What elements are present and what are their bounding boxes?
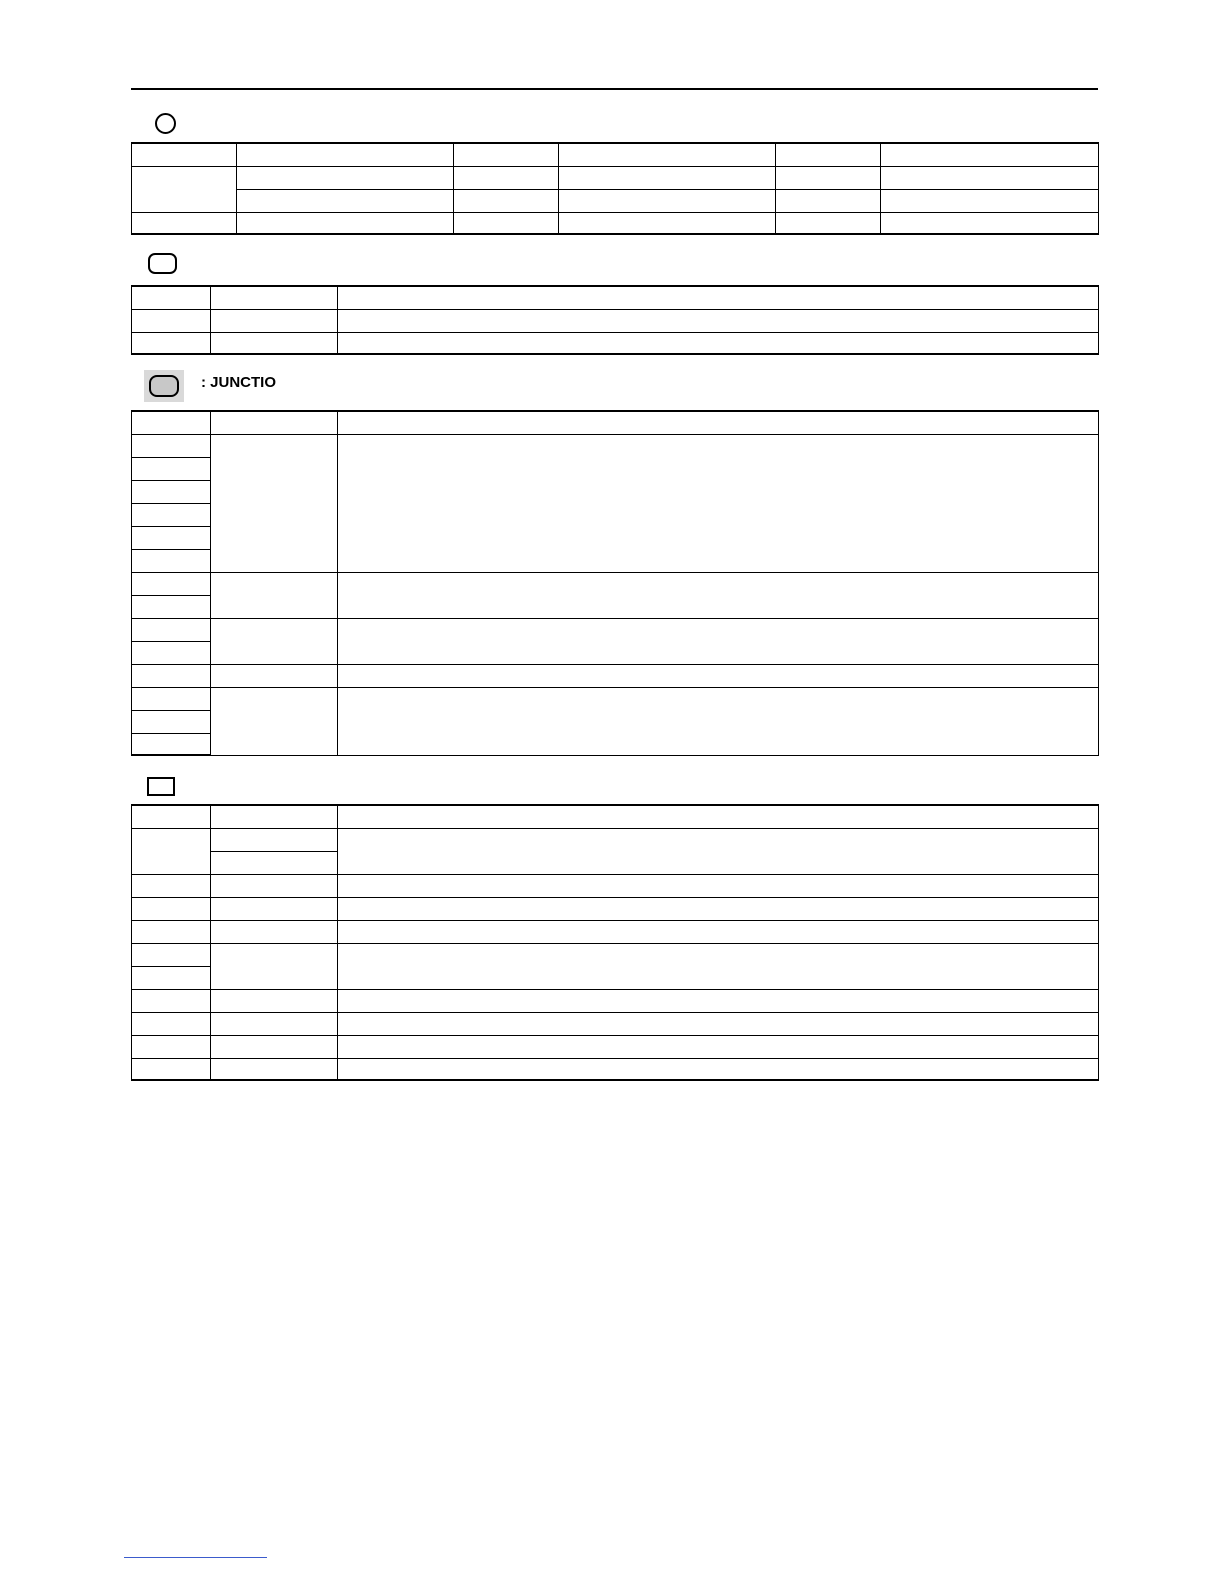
table-row — [132, 897, 1099, 920]
table-row — [132, 943, 1099, 966]
table-row — [132, 1012, 1099, 1035]
table-header-row — [132, 805, 1099, 828]
table-header-row — [132, 411, 1099, 434]
rounded-rect-icon — [148, 253, 177, 274]
rounded-table — [131, 285, 1099, 355]
table-row — [132, 572, 1099, 595]
table-row — [132, 332, 1099, 354]
table-row — [132, 212, 1099, 234]
table-header-row — [132, 286, 1099, 309]
table-row — [132, 166, 1099, 189]
footer-link-underline[interactable] — [124, 1557, 267, 1558]
table-row — [132, 618, 1099, 641]
table-row — [132, 434, 1099, 457]
square-icon — [147, 777, 175, 796]
table-row — [132, 920, 1099, 943]
junction-label: : JUNCTIO — [201, 374, 276, 391]
table-row — [132, 687, 1099, 710]
circle-icon — [155, 113, 176, 134]
table-row — [132, 874, 1099, 897]
table-row — [132, 189, 1099, 212]
table-row — [132, 828, 1099, 851]
table-row — [132, 1035, 1099, 1058]
top-rule — [131, 88, 1098, 90]
junction-table — [131, 410, 1099, 756]
table-row — [132, 1058, 1099, 1080]
table-row — [132, 989, 1099, 1012]
table-row — [132, 664, 1099, 687]
table-header-row — [132, 143, 1099, 166]
square-table — [131, 804, 1099, 1081]
rounded-shaded-icon — [149, 375, 179, 397]
circle-table — [131, 142, 1099, 235]
table-row — [132, 309, 1099, 332]
